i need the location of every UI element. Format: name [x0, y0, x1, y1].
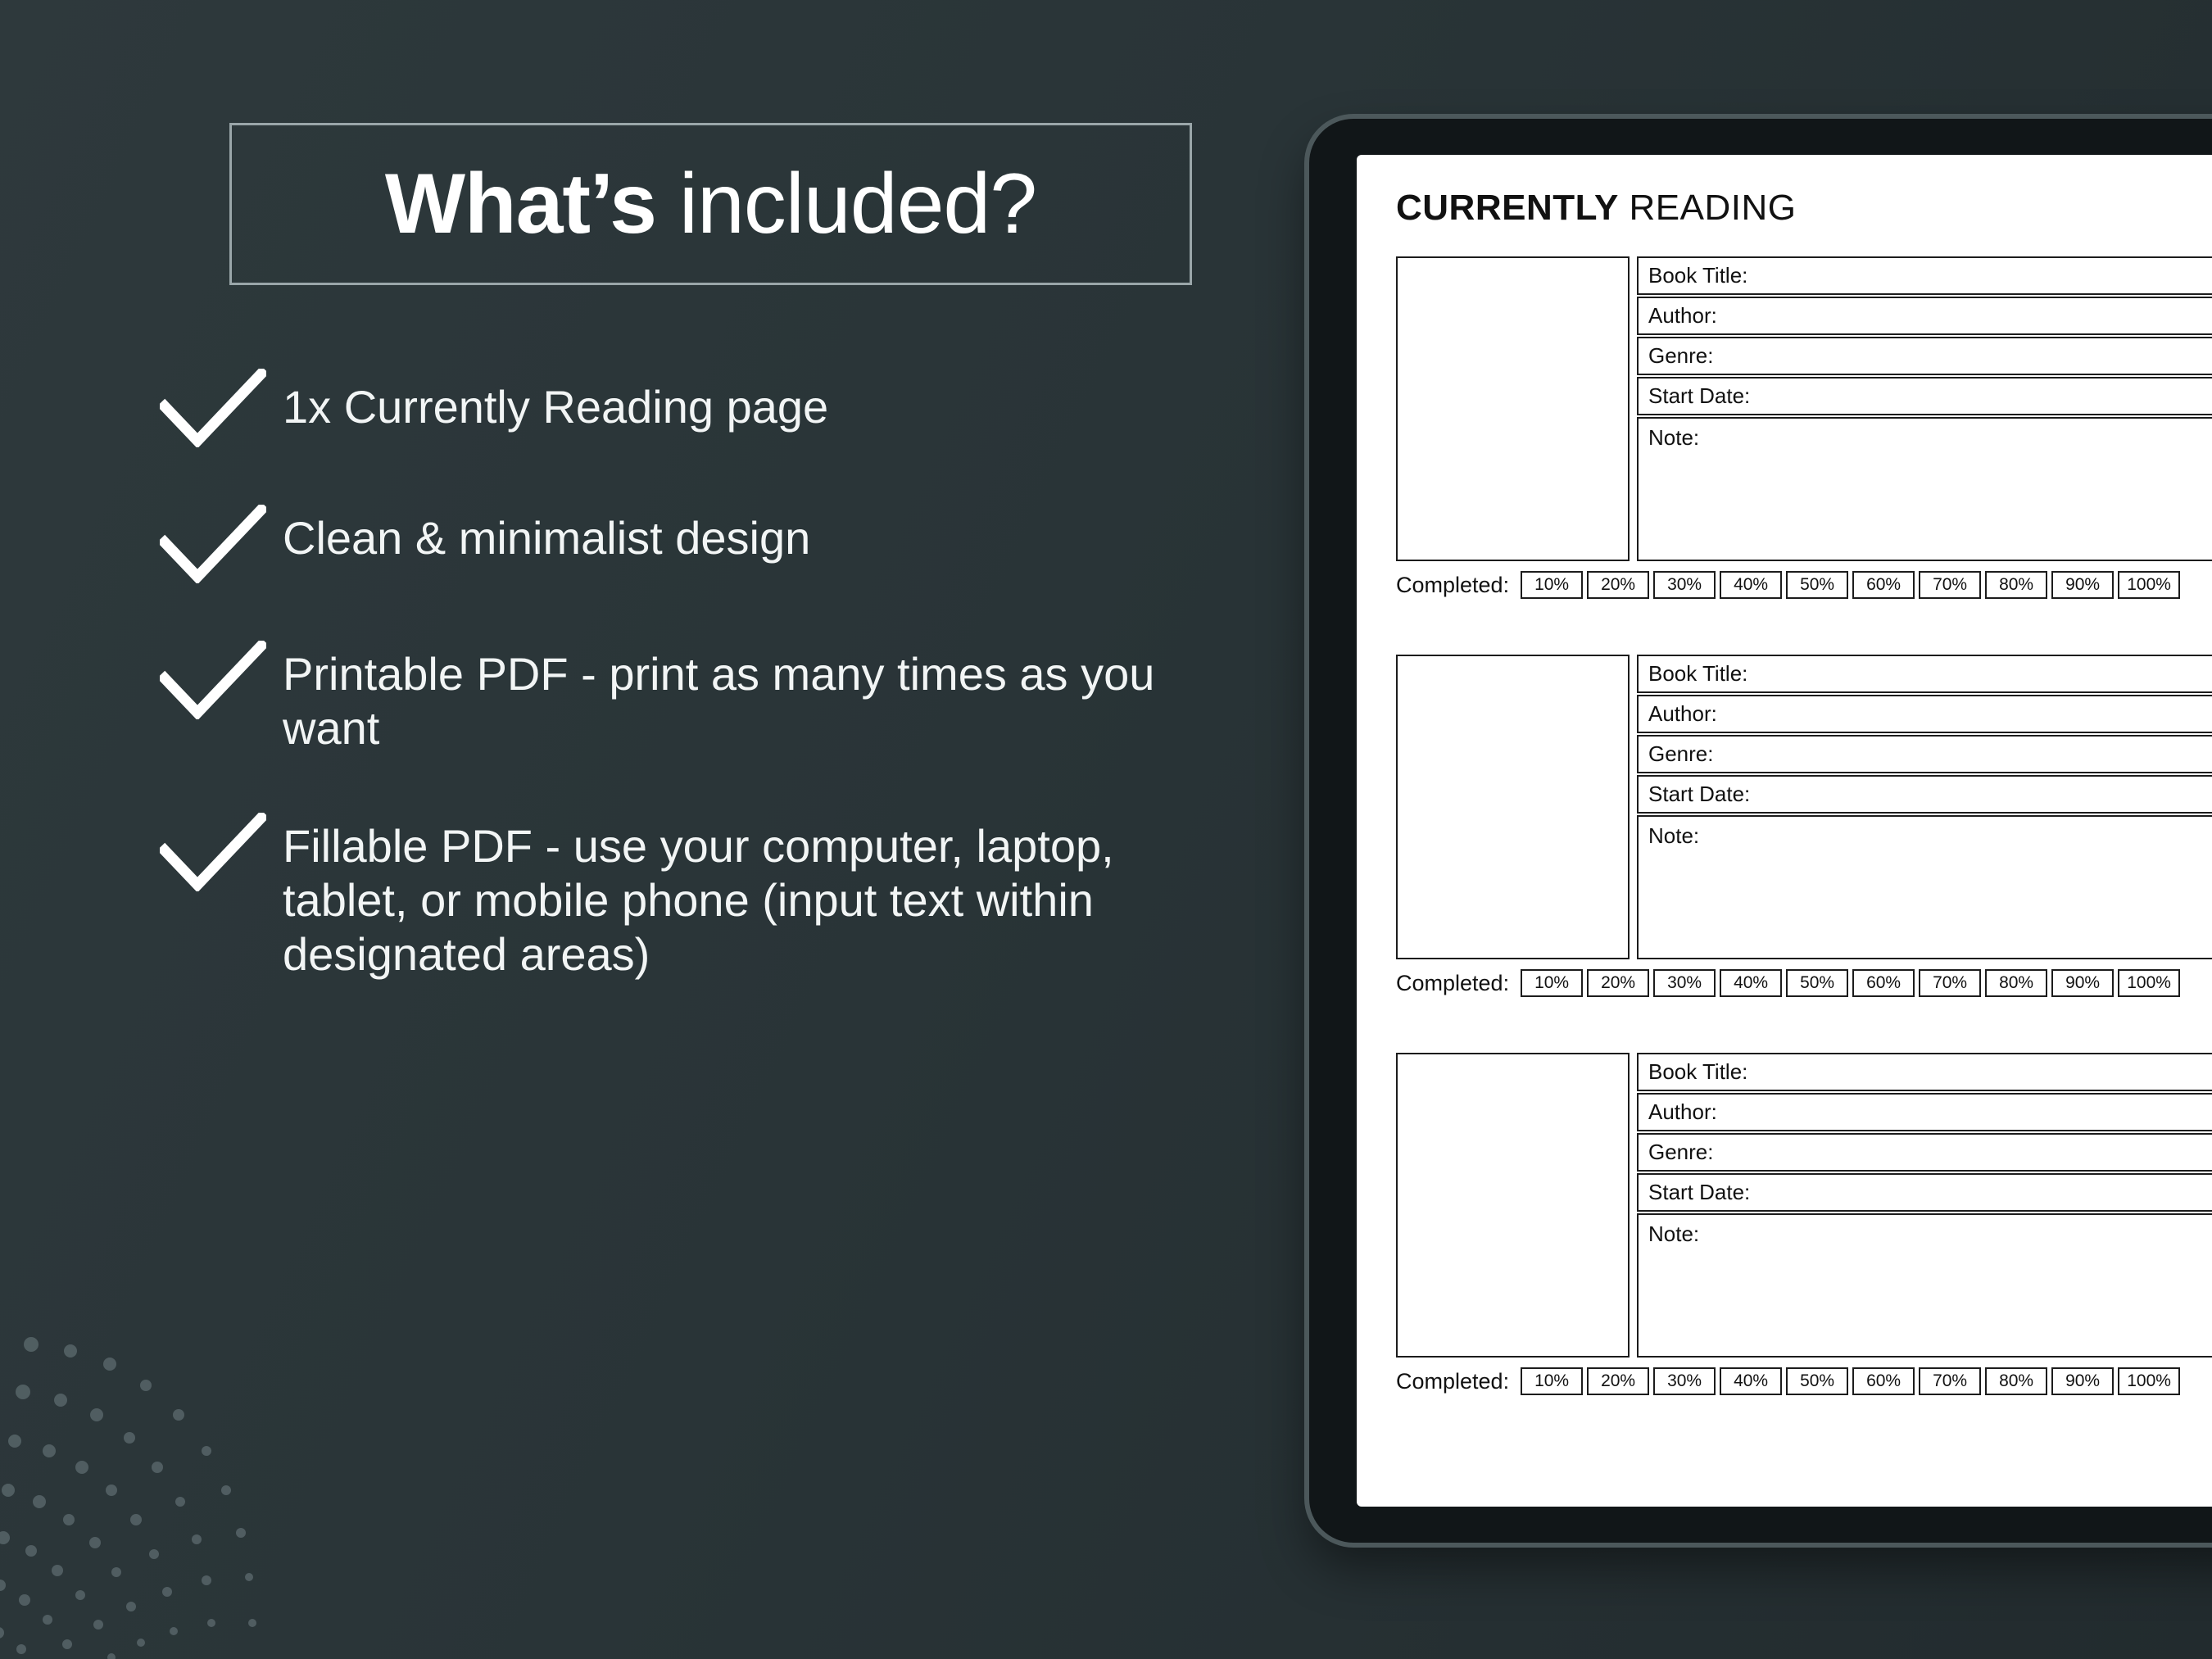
note-field[interactable]: Note: — [1637, 1213, 2212, 1358]
percent-option-50[interactable]: 50% — [1786, 969, 1848, 997]
start-date-field[interactable]: Start Date: — [1637, 1173, 2212, 1212]
percent-option-30[interactable]: 30% — [1653, 969, 1716, 997]
percent-option-60[interactable]: 60% — [1852, 1367, 1915, 1395]
completed-label: Completed: — [1396, 1368, 1510, 1394]
book-cover-placeholder[interactable] — [1396, 1053, 1630, 1358]
list-item-label: Printable PDF - print as many times as you want — [283, 648, 1155, 755]
percent-option-100[interactable]: 100% — [2118, 571, 2180, 599]
percent-option-60[interactable]: 60% — [1852, 571, 1915, 599]
document-title — [1396, 188, 2212, 229]
list-item — [160, 641, 1258, 755]
genre-field[interactable]: Genre: — [1637, 1133, 2212, 1172]
check-icon — [160, 505, 283, 583]
percent-option-10[interactable]: 10% — [1521, 571, 1583, 599]
percent-option-30[interactable]: 30% — [1653, 1367, 1716, 1395]
percent-option-50[interactable]: 50% — [1786, 1367, 1848, 1395]
book-fields — [1637, 256, 2212, 561]
page-title-rest: included? — [655, 156, 1037, 252]
feature-list — [160, 369, 1258, 981]
percent-option-40[interactable]: 40% — [1720, 969, 1782, 997]
percent-option-70[interactable]: 70% — [1919, 969, 1981, 997]
completed-label: Completed: — [1396, 572, 1510, 597]
note-field[interactable]: Note: — [1637, 417, 2212, 561]
percent-option-20[interactable]: 20% — [1587, 1367, 1649, 1395]
list-item-label: Fillable PDF - use your computer, laptop, tablet, or mobile phone (input text within designated areas) — [283, 820, 1114, 981]
book-entry-body — [1396, 1053, 2212, 1358]
percent-option-70[interactable]: 70% — [1919, 1367, 1981, 1395]
page-title-bold: What’s — [384, 156, 656, 252]
book-cover-placeholder[interactable] — [1396, 655, 1630, 959]
percent-option-20[interactable]: 20% — [1587, 969, 1649, 997]
author-field[interactable]: Author: — [1637, 695, 2212, 733]
start-date-field[interactable]: Start Date: — [1637, 377, 2212, 415]
book-cover-placeholder[interactable] — [1396, 256, 1630, 561]
list-item — [160, 369, 1258, 447]
book-entry-body — [1396, 655, 2212, 959]
list-item-label: Clean & minimalist design — [283, 512, 811, 564]
check-icon — [160, 369, 283, 447]
percent-option-80[interactable]: 80% — [1985, 1367, 2047, 1395]
genre-field[interactable]: Genre: — [1637, 735, 2212, 773]
check-icon — [160, 813, 283, 891]
page-title — [385, 156, 1036, 253]
document-title-bold: CURRENTLY — [1396, 188, 1619, 228]
book-entry — [1396, 256, 2212, 599]
list-item-label: 1x Currently Reading page — [283, 381, 829, 433]
percent-option-80[interactable]: 80% — [1985, 969, 2047, 997]
book-entry — [1396, 1053, 2212, 1395]
percent-option-90[interactable]: 90% — [2051, 969, 2114, 997]
percent-option-40[interactable]: 40% — [1720, 571, 1782, 599]
book-fields — [1637, 1053, 2212, 1358]
list-item — [160, 505, 1258, 583]
tablet-screen — [1357, 155, 2212, 1507]
percent-option-40[interactable]: 40% — [1720, 1367, 1782, 1395]
book-fields — [1637, 655, 2212, 959]
percent-option-10[interactable]: 10% — [1521, 969, 1583, 997]
percent-option-20[interactable]: 20% — [1587, 571, 1649, 599]
tablet-device — [1309, 119, 2212, 1543]
dot-pattern-decoration — [0, 1315, 344, 1659]
book-title-field[interactable]: Book Title: — [1637, 1053, 2212, 1091]
page-title-box — [229, 123, 1192, 285]
percent-option-90[interactable]: 90% — [2051, 1367, 2114, 1395]
book-entry — [1396, 655, 2212, 997]
percent-option-70[interactable]: 70% — [1919, 571, 1981, 599]
completed-row — [1396, 571, 2212, 599]
percent-option-60[interactable]: 60% — [1852, 969, 1915, 997]
percent-option-10[interactable]: 10% — [1521, 1367, 1583, 1395]
percent-option-100[interactable]: 100% — [2118, 1367, 2180, 1395]
book-title-field[interactable]: Book Title: — [1637, 655, 2212, 693]
percent-option-80[interactable]: 80% — [1985, 571, 2047, 599]
percent-option-30[interactable]: 30% — [1653, 571, 1716, 599]
author-field[interactable]: Author: — [1637, 297, 2212, 335]
completed-row — [1396, 969, 2212, 997]
completed-row — [1396, 1367, 2212, 1395]
genre-field[interactable]: Genre: — [1637, 337, 2212, 375]
book-entry-body — [1396, 256, 2212, 561]
percent-option-50[interactable]: 50% — [1786, 571, 1848, 599]
document-title-light: READING — [1618, 188, 1797, 228]
completed-label: Completed: — [1396, 970, 1510, 995]
book-title-field[interactable]: Book Title: — [1637, 256, 2212, 295]
percent-option-90[interactable]: 90% — [2051, 571, 2114, 599]
note-field[interactable]: Note: — [1637, 815, 2212, 959]
check-icon — [160, 641, 283, 719]
percent-option-100[interactable]: 100% — [2118, 969, 2180, 997]
author-field[interactable]: Author: — [1637, 1093, 2212, 1131]
start-date-field[interactable]: Start Date: — [1637, 775, 2212, 814]
list-item — [160, 813, 1258, 981]
